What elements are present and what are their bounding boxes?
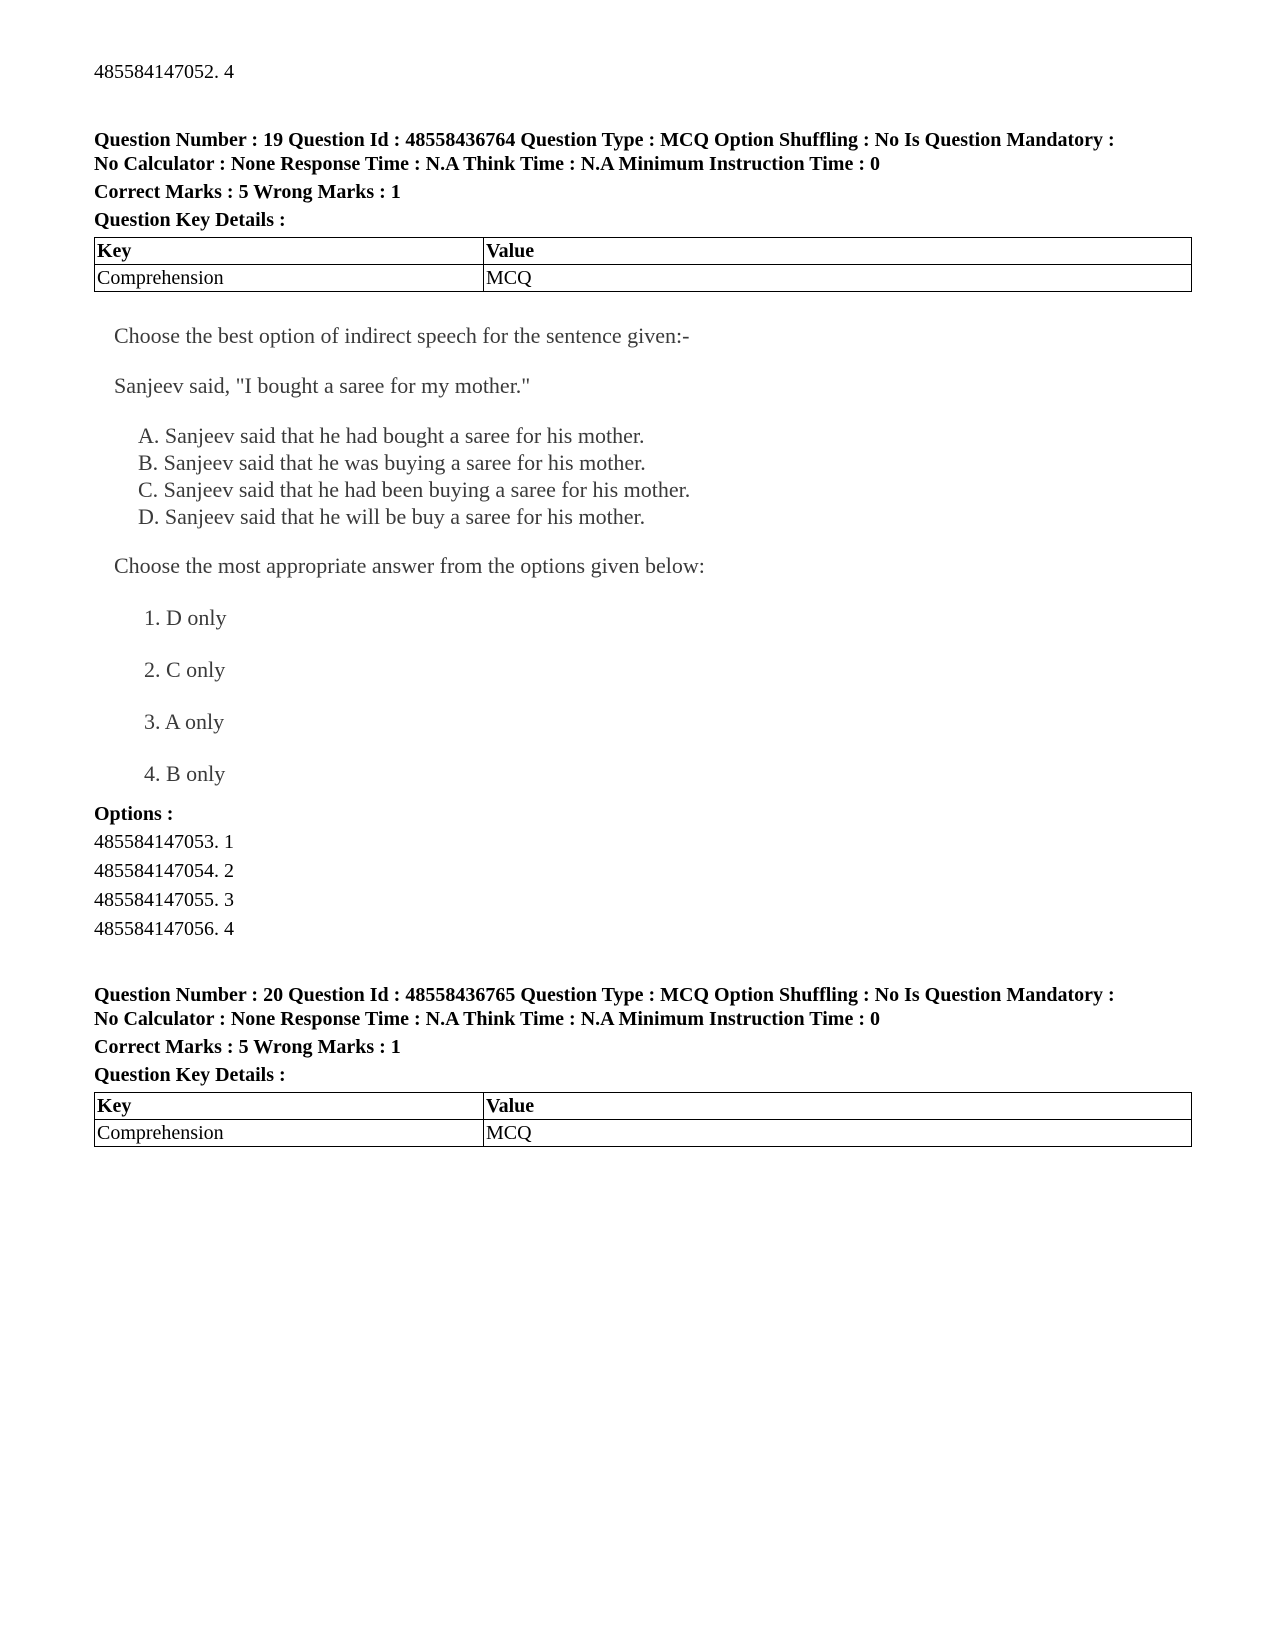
q20-key-details-table bbox=[94, 1092, 1192, 1147]
question-prompt: Choose the best option of indirect speech for the sentence given:- bbox=[114, 323, 690, 348]
q19-options bbox=[94, 800, 234, 944]
table-cell-key: Comprehension bbox=[95, 265, 484, 292]
options-label: Options : bbox=[94, 803, 174, 825]
q20-header-line2: No Calculator : None Response Time : N.A Think Time : N.A Minimum Instruction Time : 0 bbox=[94, 1008, 880, 1030]
q19-key-details-label: Question Key Details : bbox=[94, 209, 286, 231]
answer-choice-3: 3. A only bbox=[144, 709, 225, 734]
q19-header-line2: No Calculator : None Response Time : N.A Think Time : N.A Minimum Instruction Time : 0 bbox=[94, 153, 880, 175]
table-header-key: Key bbox=[95, 1093, 484, 1120]
table-cell-value: MCQ bbox=[484, 1120, 1192, 1147]
answer-choice-1: 1. D only bbox=[144, 605, 227, 630]
q19-key-details-table bbox=[94, 237, 1192, 292]
statement-a: A. Sanjeev said that he had bought a saree for his mother. bbox=[138, 423, 645, 448]
q20-header-line1: Question Number : 20 Question Id : 48558436765 Question Type : MCQ Option Shuffling : No Is Question Mandatory : bbox=[94, 984, 1115, 1006]
q20-marks: Correct Marks : 5 Wrong Marks : 1 bbox=[94, 1036, 401, 1058]
statement-d: D. Sanjeev said that he will be buy a saree for his mother. bbox=[138, 504, 646, 529]
option-row: 485584147053. 1 bbox=[94, 831, 234, 853]
table-row bbox=[95, 1120, 1192, 1147]
q19-marks: Correct Marks : 5 Wrong Marks : 1 bbox=[94, 181, 401, 203]
statement-c: C. Sanjeev said that he had been buying a saree for his mother. bbox=[138, 477, 691, 502]
question-sentence: Sanjeev said, "I bought a saree for my mother." bbox=[114, 373, 531, 398]
option-row: 485584147055. 3 bbox=[94, 889, 234, 911]
option-row: 485584147054. 2 bbox=[94, 860, 234, 882]
q19-header-line1: Question Number : 19 Question Id : 48558436764 Question Type : MCQ Option Shuffling : No Is Question Mandatory : bbox=[94, 129, 1115, 151]
answer-choice-4: 4. B only bbox=[144, 761, 226, 786]
previous-option-text: 485584147052. 4 bbox=[94, 61, 234, 83]
answer-choice-2: 2. C only bbox=[144, 657, 226, 682]
question-instruction: Choose the most appropriate answer from the options given below: bbox=[114, 553, 705, 578]
statement-b: B. Sanjeev said that he was buying a saree for his mother. bbox=[138, 450, 646, 475]
table-row bbox=[95, 265, 1192, 292]
question-19-block bbox=[94, 128, 1192, 292]
table-header-row bbox=[95, 1093, 1192, 1120]
table-cell-key: Comprehension bbox=[95, 1120, 484, 1147]
table-header-key: Key bbox=[95, 238, 484, 265]
table-cell-value: MCQ bbox=[484, 265, 1192, 292]
table-header-row bbox=[95, 238, 1192, 265]
question-20-block bbox=[94, 983, 1192, 1147]
option-row: 485584147056. 4 bbox=[94, 918, 234, 940]
q20-key-details-label: Question Key Details : bbox=[94, 1064, 286, 1086]
table-header-value: Value bbox=[484, 238, 1192, 265]
table-header-value: Value bbox=[484, 1093, 1192, 1120]
